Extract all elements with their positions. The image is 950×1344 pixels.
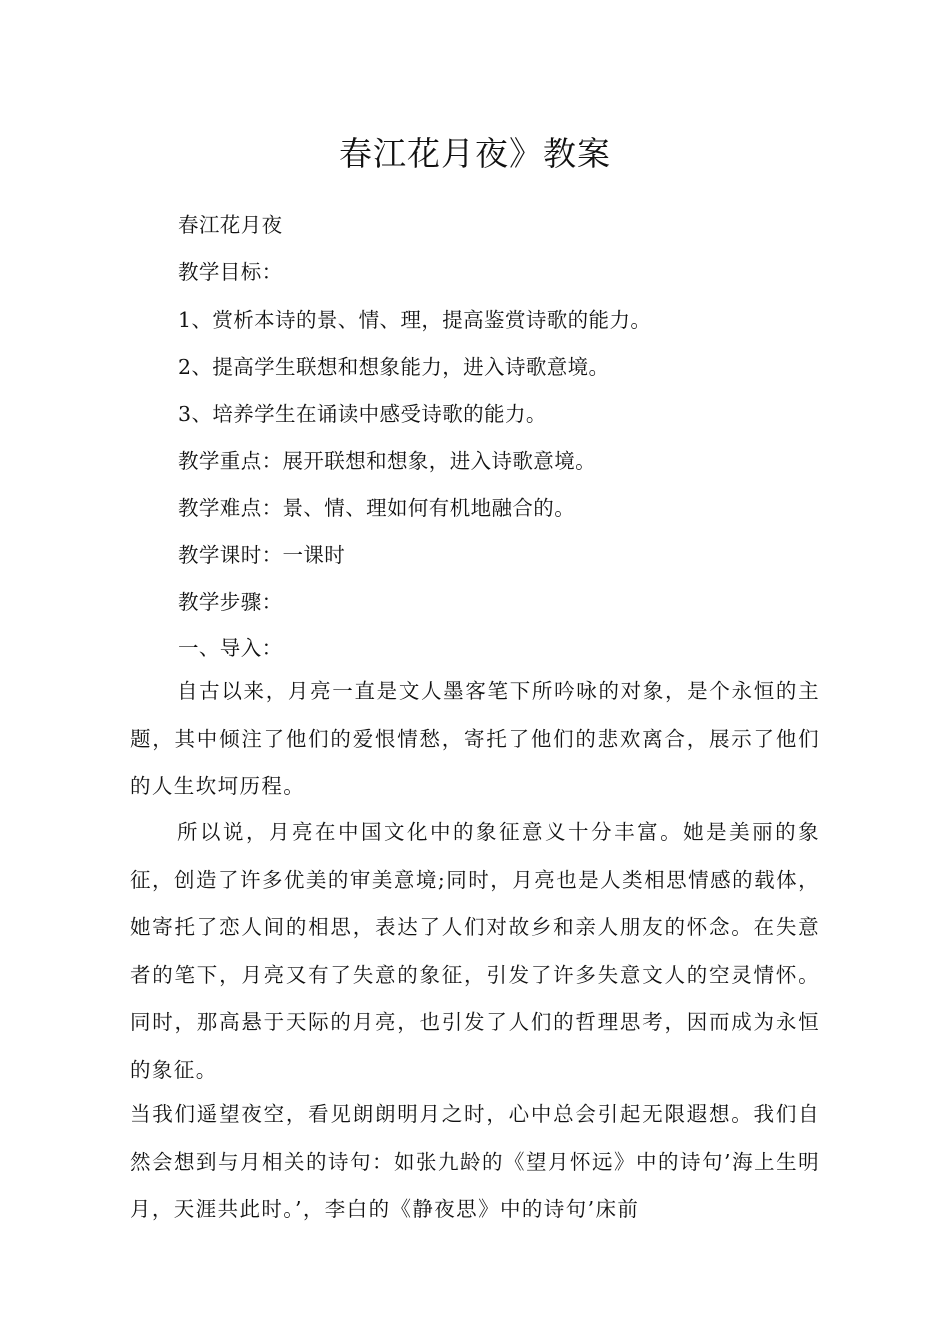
objective-item-2: 2、提高学生联想和想象能力，进入诗歌意境。 [178, 355, 610, 379]
body-paragraph-3: 当我们遥望夜空，看见朗朗明月之时，心中总会引起无限遐想。我们自然会想到与月相关的诗句：如张九龄的《望月怀远》中的诗句’海上生明月，天涯共此时。’，李白的《静夜思》中的诗句’床前 [130, 1102, 820, 1221]
body-paragraph-1: 自古以来，月亮一直是文人墨客笔下所吟咏的对象，是个永恒的主题，其中倾注了他们的爱恨情愁，寄托了他们的悲欢离合，展示了他们的人生坎坷历程。 [130, 679, 820, 798]
objective-item-1: 1、赏析本诗的景、情、理，提高鉴赏诗歌的能力。 [178, 308, 652, 332]
poem-name-line: 春江花月夜 [178, 213, 283, 237]
section-introduction-heading: 一、导入： [178, 636, 283, 660]
body-paragraph-2: 所以说，月亮在中国文化中的象征意义十分丰富。她是美丽的象征，创造了许多优美的审美意境;同时，月亮也是人类相思情感的载体，她寄托了恋人间的相思，表达了人们对故乡和亲人朋友的怀念。在失意者的笔下，月亮又有了失意的象征，引发了许多失意文人的空灵情怀。同时，那高悬于天际的月亮，也引发了人们的哲理思考，因而成为永恒的象征。 [130, 820, 820, 1082]
objective-item-3: 3、培养学生在诵读中感受诗歌的能力。 [178, 402, 547, 426]
class-hours-line: 教学课时：一课时 [178, 543, 346, 567]
difficulty-line: 教学难点：景、情、理如何有机地融合的。 [178, 496, 576, 520]
key-point-line: 教学重点：展开联想和想象，进入诗歌意境。 [178, 449, 596, 473]
document-title: 春江花月夜》教案 [339, 134, 611, 173]
steps-heading: 教学步骤： [178, 590, 283, 614]
objectives-heading: 教学目标： [178, 260, 283, 284]
